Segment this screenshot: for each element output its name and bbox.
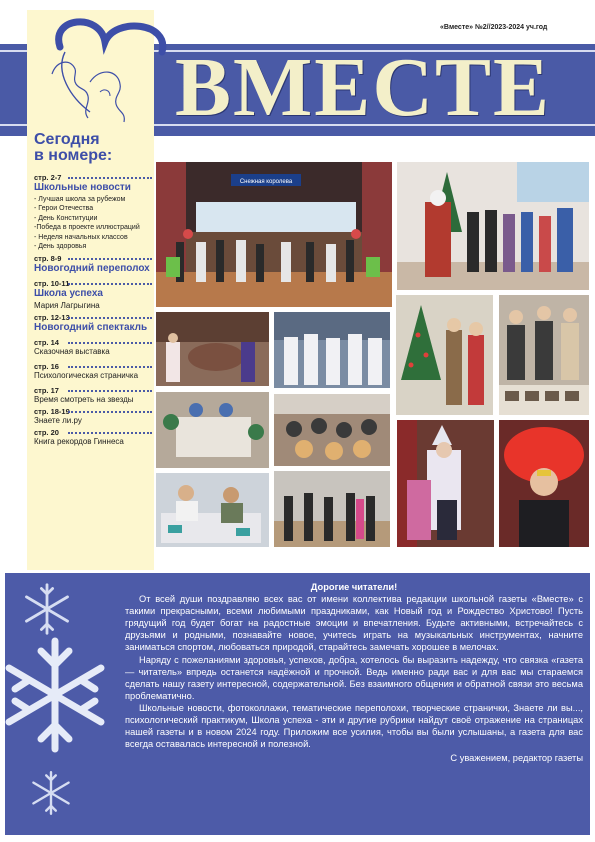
toc-page: стр. 20 — [34, 428, 152, 437]
toc-subitem: - Неделя начальных классов — [34, 233, 128, 241]
toc-section[interactable]: Школа успеха — [34, 288, 103, 300]
toc-subitem: - Герои Отечества — [34, 205, 94, 213]
photo-santa-group — [397, 162, 589, 290]
toc-text[interactable]: Знаете ли.ру — [34, 416, 82, 426]
photo-classroom-activity — [156, 392, 269, 468]
letter-paragraph: От всей души поздравляю всех вас от имени коллектива редакции школьной газеты «Вместе» с такими прекрасными, всеми любимыми праздниками, как Новый год и Рождество Христово! Пусть грядущий год будет богат на радостные эмоции и впечатления. Будьте активными, встречайтесь с друзьями и родными, познавайте новое, учитесь играть на музыкальных инструментах, начните заниматься спортом, любоваться природой, старайтесь замечать хорошее в мелочах. — [125, 594, 583, 653]
toc-page: стр. 17 — [34, 386, 152, 395]
toc-page: стр. 16 — [34, 362, 152, 371]
toc-page: стр. 2-7 — [34, 173, 152, 182]
toc-page: стр. 8-9 — [34, 254, 152, 263]
toc-heading-line1: Сегодня — [34, 131, 100, 148]
stage-banner-text: Снежная королева — [239, 179, 293, 185]
toc-page: стр. 18-19 — [34, 407, 152, 416]
letter-signature: С уважением, редактор газеты — [450, 753, 583, 764]
issue-label: «Вместе» №2//2023-2024 уч.год — [440, 24, 548, 31]
toc-heading — [34, 132, 149, 164]
toc-list — [34, 173, 152, 449]
toc-page: стр. 14 — [34, 338, 152, 347]
snowflake-icon — [19, 581, 75, 637]
letter-paragraph: Школьные новости, фотоколлажи, тематические переполохи, творческие странички, Знаете ли вы..., психологический практикум, Школа успеха - эти и другие рубрики найдут своё отражение на страницах нашей газеты и в новом 2024 году. Приложим все усилия, чтобы вы были услышаны, а газета для вас всегда оставалась интересной и полезной. — [125, 702, 583, 750]
photo-christmas-tree-kids — [396, 295, 493, 415]
toc-text: Мария Лагрыгина — [34, 301, 100, 311]
toc-heading-line2: в номере: — [34, 147, 113, 164]
photo-audience-hall — [274, 394, 390, 466]
photo-snow-queen-actors — [397, 420, 494, 547]
toc-text[interactable]: Сказочная выставка — [34, 347, 110, 357]
photo-red-hat-girl — [499, 420, 589, 547]
logo-heart-icon — [30, 12, 170, 132]
photo-stage-performance — [156, 162, 392, 307]
toc-section[interactable]: Новогодний спектакль — [34, 322, 148, 334]
photo-costume-horse — [156, 312, 269, 386]
toc-subitem: - День здоровья — [34, 243, 87, 251]
toc-page: стр. 12-13 — [34, 313, 152, 322]
toc-subitem: - День Конституции — [34, 214, 98, 222]
toc-section[interactable]: Новогодний переполох — [34, 263, 150, 275]
snowflake-icon — [27, 769, 75, 817]
toc-subitem: -Победа в проекте иллюстраций — [34, 224, 140, 232]
editor-letter — [5, 573, 590, 835]
snowflake-icon — [0, 635, 115, 755]
photo-boys-crafts — [156, 473, 269, 547]
newspaper-title: ВМЕСТЕ — [175, 41, 552, 134]
toc-page: стр. 10-11 — [34, 279, 152, 288]
toc-section[interactable]: Школьные новости — [34, 182, 131, 193]
toc-text[interactable]: Психологическая страничка — [34, 371, 139, 381]
photo-girls-white-dresses — [274, 312, 390, 388]
toc-text[interactable]: Книга рекордов Гиннеса — [34, 437, 124, 447]
toc-subitem: - Лучшая школа за рубежом — [34, 196, 126, 203]
letter-title: Дорогие читатели! — [310, 582, 398, 592]
photo-gym-students — [274, 471, 390, 547]
photo-teachers-exhibition — [499, 295, 589, 415]
toc-text[interactable]: Время смотреть на звезды — [34, 395, 134, 405]
letter-text — [125, 581, 583, 764]
letter-paragraph: Наряду с пожеланиями здоровья, успехов, добра, хотелось бы выразить надежду, что связка «газета — читатель» впредь останется надёжной и прочной. Ведь именно ради вас и для вас мы стараемся сделать нашу газету интересной, содержательной. Без взаимного общения и обратной связи это весьма проблематично. — [125, 654, 583, 701]
